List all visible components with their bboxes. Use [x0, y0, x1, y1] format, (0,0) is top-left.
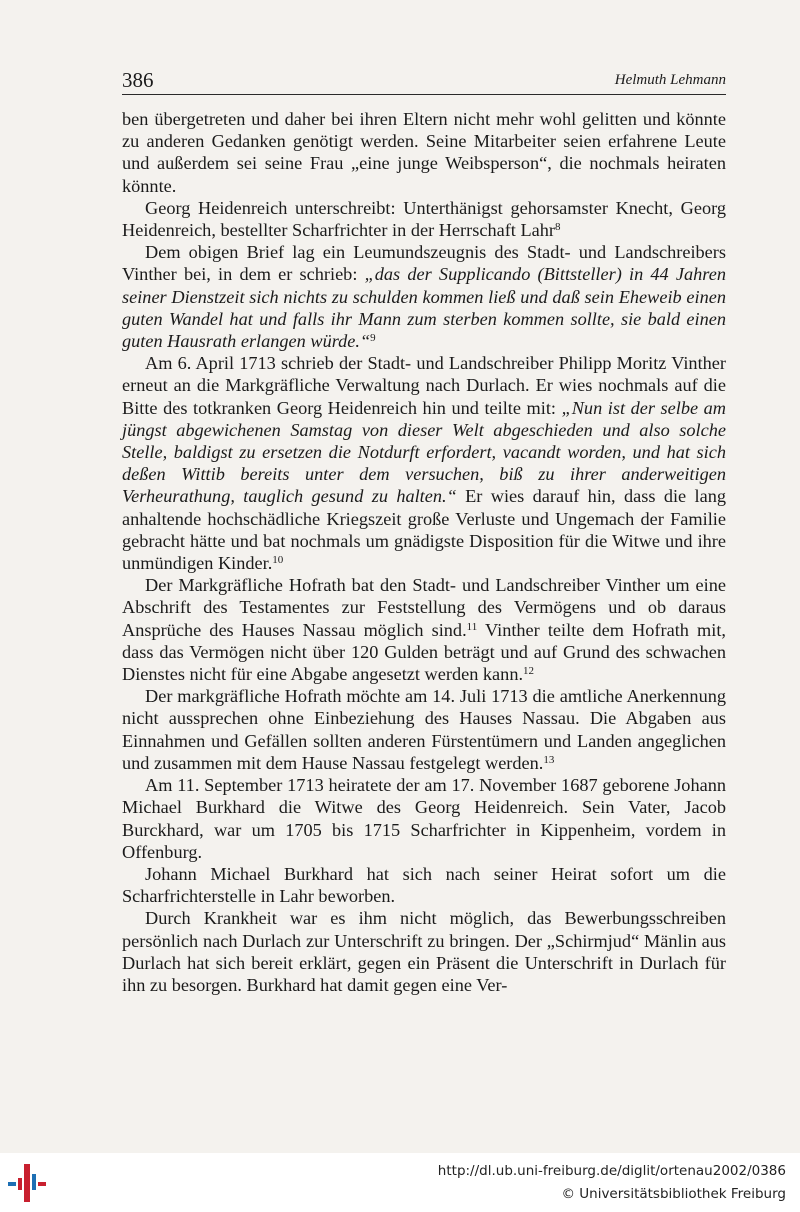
quoted-text: „das der Supplicando (Bittsteller) in 44 Jahren seiner Dienstzeit sich nichts zu schulden kommen ließ und daß sein Eheweib einen guten Wandel hat und falls ihr Mann zum sterben kommen sollte, sie bald einen guten Hausrath erlangen würde.“	[122, 264, 726, 352]
paragraph	[122, 352, 726, 574]
footnote-ref: 10	[272, 554, 284, 567]
body-text	[122, 108, 726, 996]
paragraph	[122, 108, 726, 197]
text-run: Am 11. September 1713 heiratete der am 17. November 1687 geborene Johann Michael Burkhard die Witwe des Georg Heidenreich. Sein Vater, Jacob Burckhard, war um 1705 bis 1715 Scharfrichter in Kippenheim, vordem in Offenburg.	[122, 775, 726, 862]
page-header	[122, 68, 726, 94]
footer-copyright: © Universitätsbibliothek Freiburg	[561, 1186, 786, 1202]
running-head: Helmuth Lehmann	[614, 72, 726, 88]
footer-url-link[interactable]: http://dl.ub.uni-freiburg.de/diglit/ortenau2002/0386	[437, 1163, 786, 1179]
paragraph	[122, 574, 726, 685]
text-run: Johann Michael Burkhard hat sich nach seiner Heirat sofort um die Scharfrichterstelle in Lahr beworben.	[122, 863, 726, 907]
paragraph	[122, 863, 726, 907]
paragraph	[122, 241, 726, 352]
footer-bar	[0, 1153, 800, 1212]
page-number: 386	[122, 68, 154, 92]
text-run: Georg Heidenreich unterschreibt: Unterthänigst gehorsamster Knecht, Georg Heidenreich, bestellter Scharfrichter in der Herrschaft Lahr	[122, 197, 726, 241]
text-run: Er wies darauf hin, dass die lang anhaltende hochschädliche Kriegszeit große Verluste und Ungemach der Familie gebracht hätte und bat nochmals um gnädigste Disposition für die Witwe und ihre unmündigen Kinder.	[122, 486, 726, 574]
footnote-ref: 11	[466, 620, 478, 633]
text-run: Der markgräfliche Hofrath möchte am 14. Juli 1713 die amtliche Anerkennung nicht aussprechen ohne Einbeziehung des Hauses Nassau. Die Abgaben aus Einnahmen und Gefällen sollten anderen Fürstentümern und Landen angeglichen und zusammen mit dem Hause Nassau festgelegt werden.	[122, 686, 726, 773]
text-run: Vinther teilte dem Hofrath mit, dass das Vermögen nicht über 120 Gulden beträgt und auf Grund des schwachen Dienstes nicht für eine Abgabe angesetzt werden kann.	[122, 619, 726, 685]
footnote-ref: 9	[370, 332, 376, 345]
text-run: ben übergetreten und daher bei ihren Eltern nicht mehr wohl gelitten und könnte zu anderen Gedanken genötigt werden. Seine Mitarbeiter seien erfahrene Leute und außerdem sei seine Frau „eine junge Weibsperson“, die nochmals heiraten könnte.	[122, 109, 726, 196]
library-logo-icon	[8, 1162, 52, 1206]
footnote-ref: 8	[554, 221, 561, 234]
paragraph	[122, 907, 726, 996]
footnote-ref: 13	[543, 753, 555, 766]
quoted-text: „Nun ist der selbe am jüngst abgewichenen Samstag von dieser Welt abgeschieden und also solche Stelle, baldigst zu ersetzen die Notdurft erfordert, vacandt worden, und hat sich deßen Wittib bereits unter dem versuchen, biß zu ihrer anderweitigen Verheurathung, tauglich gesund zu halten.“	[122, 397, 726, 507]
paragraph	[122, 774, 726, 863]
text-run: Der Markgräfliche Hofrath bat den Stadt- und Landschreiber Vinther um eine Abschrift des Testamentes zur Feststellung des Vermögens und ob daraus Ansprüche des Hauses Nassau möglich sind.	[122, 575, 726, 640]
footnote-ref: 12	[523, 665, 535, 678]
text-run: Durch Krankheit war es ihm nicht möglich, das Bewerbungsschreiben persönlich nach Durlach zur Unterschrift zu bringen. Der „Schirmjud“ Mänlin aus Durlach hat sich bereit erklärt, gegen ein Präsent die Unterschrift in Durlach für ihn zu besorgen. Burkhard hat damit gegen eine Ver-	[122, 908, 726, 995]
paragraph	[122, 685, 726, 774]
text-run: Dem obigen Brief lag ein Leumundszeugnis des Stadt- und Landschreibers Vinther bei, in dem er schrieb:	[122, 242, 726, 285]
text-run: Am 6. April 1713 schrieb der Stadt- und Landschreiber Philipp Moritz Vinther erneut an die Markgräfliche Verwaltung nach Durlach. Er wies nochmals auf die Bitte des totkranken Georg Heidenreich hin und teilte mit:	[122, 353, 726, 418]
header-rule	[122, 94, 726, 95]
paragraph	[122, 197, 726, 241]
